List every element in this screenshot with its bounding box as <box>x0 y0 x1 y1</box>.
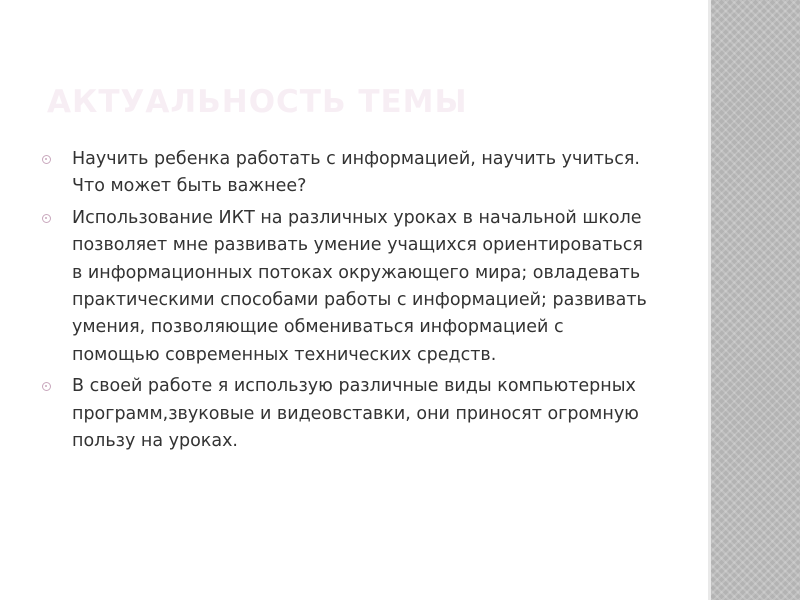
ring-bullet-icon <box>42 214 51 223</box>
ring-bullet-icon <box>42 155 51 164</box>
bullet-text: Научить ребенка работать с информацией, научить учиться. Что может быть важнее? <box>72 149 640 197</box>
bullet-item <box>42 205 652 369</box>
ring-bullet-icon <box>42 382 51 391</box>
bullet-text: Использование ИКТ на различных уроках в начальной школе позволяет мне развивать умение учащихся ориентироваться в информационных потоках окружающего мира; овладевать практическими способами работы с информацией; развивать умения, позволяющие обмениваться информацией с помощью современных технических средств. <box>72 207 647 365</box>
bullet-item <box>42 146 652 201</box>
decorative-side-bar <box>711 0 800 600</box>
bullet-text: В своей работе я использую различные виды компьютерных программ,звуковые и видеовставки, они приносят огромную пользу на уроках. <box>72 376 639 452</box>
slide-title: АКТУАЛЬНОСТЬ ТЕМЫ <box>47 84 468 120</box>
bullet-list <box>42 146 652 459</box>
bullet-item <box>42 373 652 455</box>
